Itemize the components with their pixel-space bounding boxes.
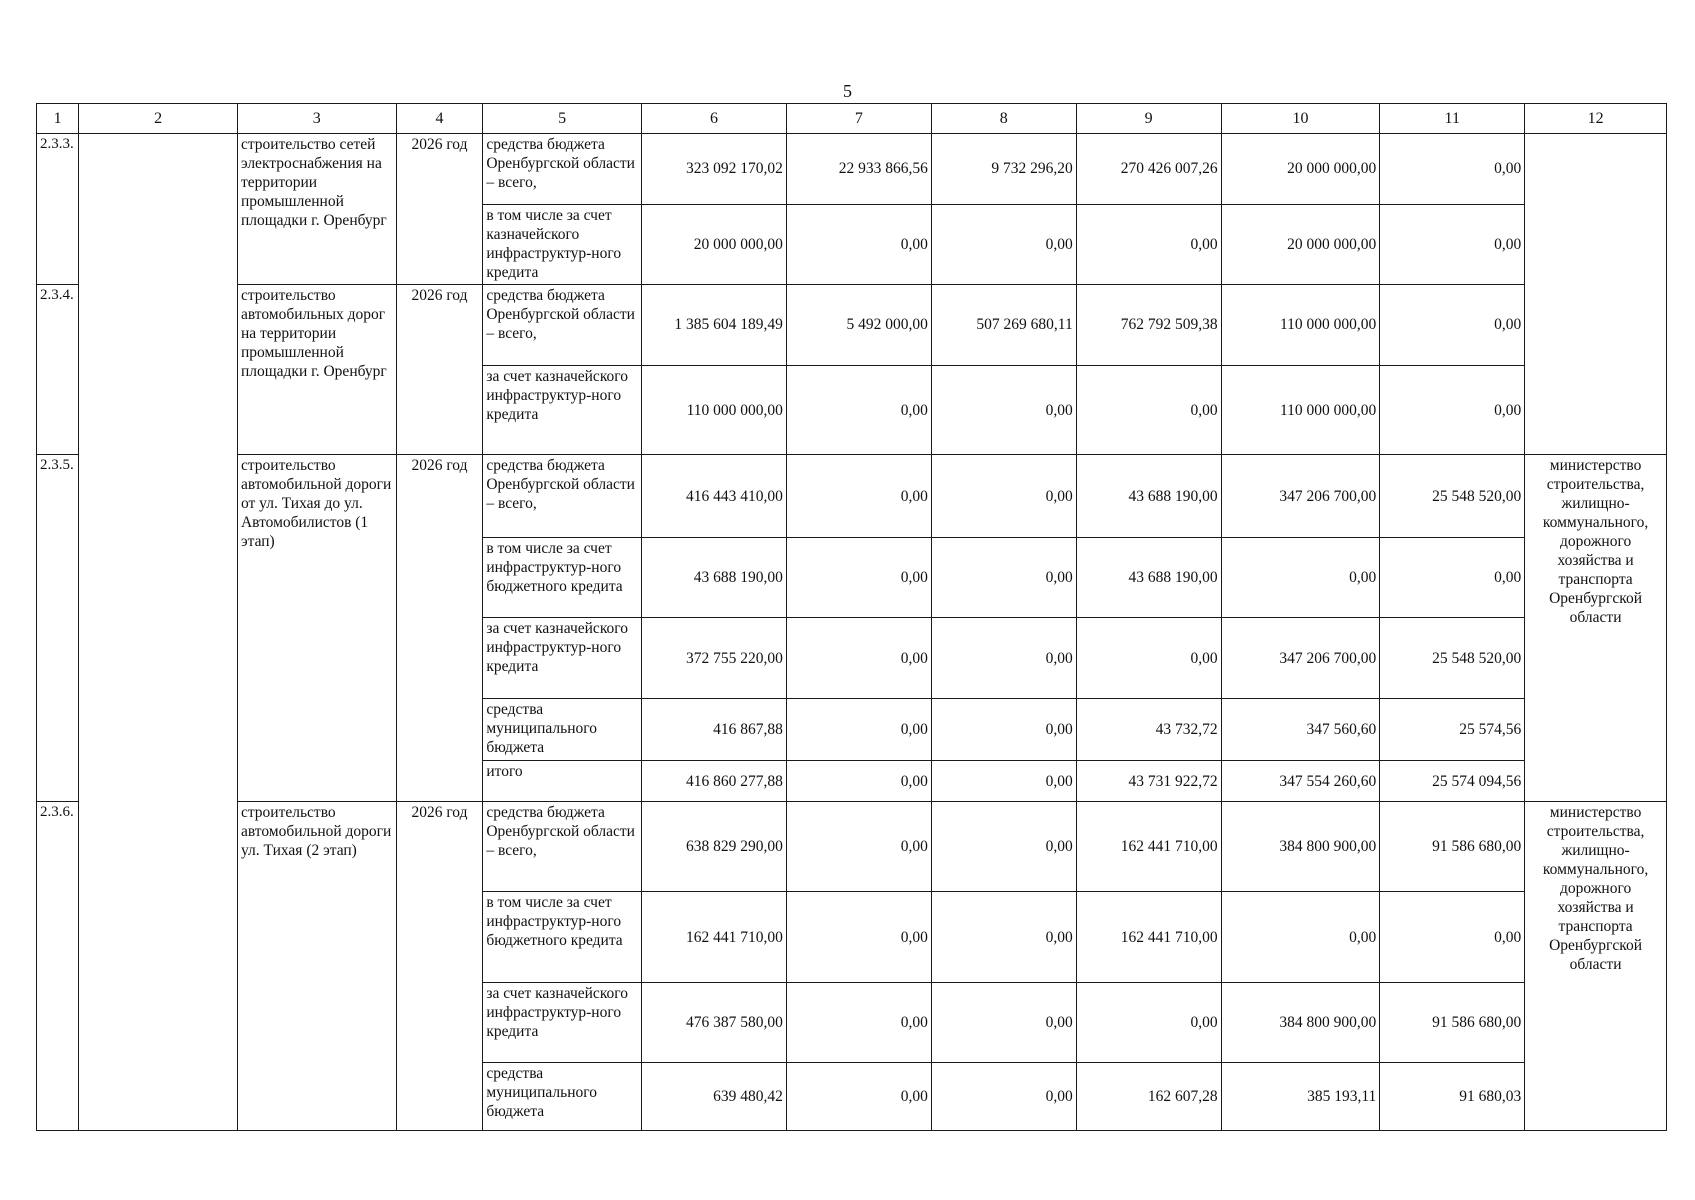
amount-cell: 384 800 900,00 [1221, 801, 1380, 892]
funding-source: средства муниципального бюджета [483, 699, 642, 761]
header-row [37, 104, 1667, 134]
table-row [37, 801, 1667, 892]
amount-cell: 0,00 [786, 699, 931, 761]
amount-cell: 0,00 [786, 1063, 931, 1131]
amount-cell: 416 860 277,88 [642, 761, 787, 801]
column-header: 2 [79, 104, 238, 134]
item-year: 2026 год [396, 455, 483, 801]
amount-cell: 43 732,72 [1076, 699, 1221, 761]
amount-cell: 0,00 [931, 1063, 1076, 1131]
amount-cell: 0,00 [931, 801, 1076, 892]
amount-cell: 0,00 [931, 699, 1076, 761]
amount-cell: 639 480,42 [642, 1063, 787, 1131]
amount-cell: 0,00 [786, 365, 931, 455]
amount-cell: 162 441 710,00 [1076, 801, 1221, 892]
amount-cell: 0,00 [786, 761, 931, 801]
column-header: 12 [1525, 104, 1667, 134]
amount-cell: 638 829 290,00 [642, 801, 787, 892]
column-header: 5 [483, 104, 642, 134]
amount-cell: 91 586 680,00 [1380, 801, 1525, 892]
amount-cell: 9 732 296,20 [931, 134, 1076, 204]
amount-cell: 91 680,03 [1380, 1063, 1525, 1131]
amount-cell: 162 441 710,00 [642, 892, 787, 983]
responsible-empty [1525, 134, 1667, 455]
item-name: строительство автомобильной дороги ул. Тихая (2 этап) [237, 801, 396, 1130]
column-header: 3 [237, 104, 396, 134]
item-year: 2026 год [396, 134, 483, 285]
amount-cell: 347 560,60 [1221, 699, 1380, 761]
amount-cell: 43 688 190,00 [642, 537, 787, 618]
amount-cell: 25 574 094,56 [1380, 761, 1525, 801]
amount-cell: 0,00 [1380, 285, 1525, 366]
amount-cell: 0,00 [931, 982, 1076, 1063]
amount-cell: 0,00 [931, 618, 1076, 699]
funding-source: средства бюджета Оренбургской области – всего, [483, 801, 642, 892]
amount-cell: 416 867,88 [642, 699, 787, 761]
item-code: 2.3.5. [37, 455, 79, 801]
amount-cell: 20 000 000,00 [1221, 134, 1380, 204]
amount-cell: 323 092 170,02 [642, 134, 787, 204]
amount-cell: 0,00 [786, 892, 931, 983]
amount-cell: 0,00 [1380, 537, 1525, 618]
column-2-empty [79, 134, 238, 1131]
column-header: 6 [642, 104, 787, 134]
amount-cell: 0,00 [1076, 204, 1221, 285]
page-number: 5 [843, 81, 852, 101]
amount-cell: 0,00 [1076, 618, 1221, 699]
column-header: 4 [396, 104, 483, 134]
item-year: 2026 год [396, 285, 483, 455]
amount-cell: 416 443 410,00 [642, 455, 787, 538]
amount-cell: 0,00 [931, 455, 1076, 538]
table-row [37, 455, 1667, 538]
amount-cell: 385 193,11 [1221, 1063, 1380, 1131]
amount-cell: 162 607,28 [1076, 1063, 1221, 1131]
amount-cell: 0,00 [931, 537, 1076, 618]
amount-cell: 347 554 260,60 [1221, 761, 1380, 801]
funding-source: средства бюджета Оренбургской области – всего, [483, 455, 642, 538]
column-header: 7 [786, 104, 931, 134]
amount-cell: 0,00 [1076, 982, 1221, 1063]
amount-cell: 43 731 922,72 [1076, 761, 1221, 801]
table-row [37, 285, 1667, 366]
amount-cell: 1 385 604 189,49 [642, 285, 787, 366]
column-header: 8 [931, 104, 1076, 134]
table-row [37, 134, 1667, 204]
item-code: 2.3.3. [37, 134, 79, 285]
responsible-agency: министерство строительства, жилищно-коммунального, дорожного хозяйства и транспорта Оренбургской области [1525, 455, 1667, 801]
amount-cell: 25 548 520,00 [1380, 618, 1525, 699]
amount-cell: 0,00 [931, 892, 1076, 983]
amount-cell: 0,00 [1221, 892, 1380, 983]
amount-cell: 110 000 000,00 [1221, 365, 1380, 455]
funding-source: за счет казначейского инфраструктур-ного кредита [483, 982, 642, 1063]
amount-cell: 43 688 190,00 [1076, 537, 1221, 618]
amount-cell: 25 548 520,00 [1380, 455, 1525, 538]
funding-source: в том числе за счет инфраструктур-ного бюджетного кредита [483, 537, 642, 618]
amount-cell: 0,00 [1380, 204, 1525, 285]
item-name: строительство автомобильных дорог на территории промышленной площадки г. Оренбург [237, 285, 396, 455]
amount-cell: 0,00 [1380, 365, 1525, 455]
item-name: строительство сетей электроснабжения на территории промышленной площадки г. Оренбург [237, 134, 396, 285]
budget-table [36, 103, 1667, 1131]
amount-cell: 0,00 [786, 537, 931, 618]
column-header: 11 [1380, 104, 1525, 134]
amount-cell: 0,00 [786, 801, 931, 892]
amount-cell: 162 441 710,00 [1076, 892, 1221, 983]
amount-cell: 0,00 [1380, 892, 1525, 983]
amount-cell: 0,00 [931, 204, 1076, 285]
amount-cell: 110 000 000,00 [1221, 285, 1380, 366]
item-code: 2.3.6. [37, 801, 79, 1130]
funding-source: итого [483, 761, 642, 801]
column-header: 9 [1076, 104, 1221, 134]
funding-source: средства муниципального бюджета [483, 1063, 642, 1131]
amount-cell: 0,00 [786, 618, 931, 699]
responsible-agency: министерство строительства, жилищно-коммунального, дорожного хозяйства и транспорта Оренбургской области [1525, 801, 1667, 1130]
amount-cell: 22 933 866,56 [786, 134, 931, 204]
amount-cell: 25 574,56 [1380, 699, 1525, 761]
funding-source: за счет казначейского инфраструктур-ного кредита [483, 365, 642, 455]
funding-source: в том числе за счет инфраструктур-ного бюджетного кредита [483, 892, 642, 983]
item-year: 2026 год [396, 801, 483, 1130]
amount-cell: 347 206 700,00 [1221, 455, 1380, 538]
amount-cell: 5 492 000,00 [786, 285, 931, 366]
amount-cell: 476 387 580,00 [642, 982, 787, 1063]
column-header: 1 [37, 104, 79, 134]
amount-cell: 91 586 680,00 [1380, 982, 1525, 1063]
funding-source: в том числе за счет казначейского инфраструктур-ного кредита [483, 204, 642, 285]
column-header: 10 [1221, 104, 1380, 134]
amount-cell: 372 755 220,00 [642, 618, 787, 699]
amount-cell: 0,00 [786, 982, 931, 1063]
amount-cell: 0,00 [931, 365, 1076, 455]
amount-cell: 110 000 000,00 [642, 365, 787, 455]
amount-cell: 762 792 509,38 [1076, 285, 1221, 366]
funding-source: средства бюджета Оренбургской области – всего, [483, 285, 642, 366]
amount-cell: 347 206 700,00 [1221, 618, 1380, 699]
item-name: строительство автомобильной дороги от ул. Тихая до ул. Автомобилистов (1 этап) [237, 455, 396, 801]
amount-cell: 20 000 000,00 [642, 204, 787, 285]
amount-cell: 0,00 [1380, 134, 1525, 204]
amount-cell: 384 800 900,00 [1221, 982, 1380, 1063]
funding-source: средства бюджета Оренбургской области – всего, [483, 134, 642, 204]
amount-cell: 0,00 [786, 204, 931, 285]
amount-cell: 0,00 [1221, 537, 1380, 618]
item-code: 2.3.4. [37, 285, 79, 455]
funding-source: за счет казначейского инфраструктур-ного кредита [483, 618, 642, 699]
amount-cell: 270 426 007,26 [1076, 134, 1221, 204]
amount-cell: 20 000 000,00 [1221, 204, 1380, 285]
amount-cell: 0,00 [931, 761, 1076, 801]
amount-cell: 507 269 680,11 [931, 285, 1076, 366]
amount-cell: 0,00 [1076, 365, 1221, 455]
amount-cell: 43 688 190,00 [1076, 455, 1221, 538]
amount-cell: 0,00 [786, 455, 931, 538]
